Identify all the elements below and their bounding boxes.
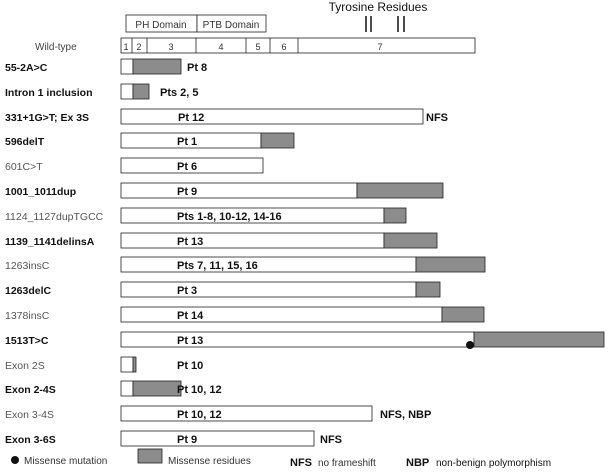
missense-residues-segment [416,282,440,297]
exon-number: 2 [136,42,142,52]
variant-row [5,307,484,322]
variant-row [5,357,203,372]
transcript-bar [121,406,372,421]
transcript-bar [121,381,133,396]
variant-row [5,84,199,99]
exon-number: 5 [255,42,261,52]
transcript-bar [121,431,314,446]
variant-row [5,59,207,74]
missense-residues-segment [133,84,149,99]
missense-residues-segment [384,208,406,223]
variant-row [5,257,485,272]
transcript-bar [121,84,133,99]
missense-residues-segment [133,357,136,372]
variant-label: Exon 3-6S [5,434,56,446]
variant-label: 331+1G>T; Ex 3S [5,112,90,124]
missense-residues-segment [474,332,604,347]
variant-label: Intron 1 inclusion [5,87,93,99]
variant-label: 55-2A>C [5,62,48,74]
variant-label: Exon 2-4S [5,384,56,396]
patient-label: Pt 1 [177,136,198,148]
legend-nfs-abbr: NFS [290,457,312,469]
variant-row [5,158,263,173]
variant-label: 1263delC [5,285,52,297]
patient-label: Pt 9 [177,434,198,446]
missense-residues-swatch [138,449,162,463]
patient-label: Pt 3 [177,285,198,297]
patient-label: Pt 13 [177,335,204,347]
ph-domain-label: PH Domain [135,20,187,31]
patient-label: Pt 10 [177,360,204,372]
variant-row [5,332,604,349]
patient-label: Pt 9 [177,186,198,198]
transcript-bar [121,357,133,372]
patient-label: Pts 7, 11, 15, 16 [177,260,258,272]
variant-row [5,431,342,446]
tyrosine-residues-label: Tyrosine Residues [328,0,428,14]
variant-label: 1513T>C [5,335,49,347]
missense-residues-segment [357,183,443,198]
note-label: NFS [426,112,448,124]
patient-label: Pt 14 [177,310,204,322]
exon-number: 4 [218,42,224,52]
legend-nbp-abbr: NBP [406,457,430,469]
variant-row [5,381,222,396]
exon-number: 3 [168,42,174,52]
variant-row [5,233,437,248]
missense-residues-segment [384,233,437,248]
exon-number: 1 [123,42,129,52]
transcript-bar [121,183,357,198]
variant-label: 1378insC [5,310,50,322]
variant-row [5,133,294,148]
transcript-bar [121,59,133,74]
missense-residues-segment [261,133,294,148]
exon-number: 6 [281,42,287,52]
missense-residues-segment [133,381,181,396]
patient-label: Pt 6 [177,161,198,173]
transcript-bar [121,282,416,297]
variant-row [5,406,431,421]
variant-label: 1263insC [5,260,50,272]
patient-label: Pt 10, 12 [177,384,222,396]
wildtype-label: Wild-type [35,42,77,53]
legend-missense-mutation: Missense mutation [24,456,108,467]
transcript-bar [121,257,416,272]
missense-residues-segment [133,59,181,74]
variant-label: 1001_1011dup [5,186,77,198]
legend-nfs-text: no frameshift [318,458,376,469]
variant-label: 1139_1141delinsA [5,236,95,248]
variant-label: 596delT [5,136,45,148]
missense-mutation-dot [466,341,474,349]
transcript-bar [121,332,474,347]
variant-row [5,282,440,297]
patient-label: Pt 13 [177,236,204,248]
ptb-domain-label: PTB Domain [202,20,260,31]
missense-mutation-dot-icon [11,456,19,464]
transcript-bar [121,233,384,248]
exon-number: 7 [377,42,383,52]
patient-label: Pts 1-8, 10-12, 14-16 [177,211,282,223]
legend-nbp-text: non-benign polymorphism [436,458,552,469]
note-label: NFS [320,434,342,446]
legend-missense-residues: Missense residues [168,456,251,467]
transcript-bar [121,109,423,124]
missense-residues-segment [442,307,484,322]
variant-label: Exon 3-4S [5,409,55,421]
variant-row [5,208,406,223]
patient-label: Pts 2, 5 [160,87,199,99]
patient-label: Pt 8 [187,62,208,74]
missense-residues-segment [416,257,485,272]
transcript-bar [121,307,442,322]
patient-label: Pt 12 [178,112,205,124]
variant-rows [5,59,604,446]
variant-label: Exon 2S [5,360,45,372]
variant-row [5,183,443,198]
variant-label: 1124_1127dupTGCC [5,211,104,223]
variant-row [5,109,448,124]
note-label: NFS, NBP [380,409,432,421]
variant-label: 601C>T [5,161,43,173]
patient-label: Pt 10, 12 [177,409,222,421]
